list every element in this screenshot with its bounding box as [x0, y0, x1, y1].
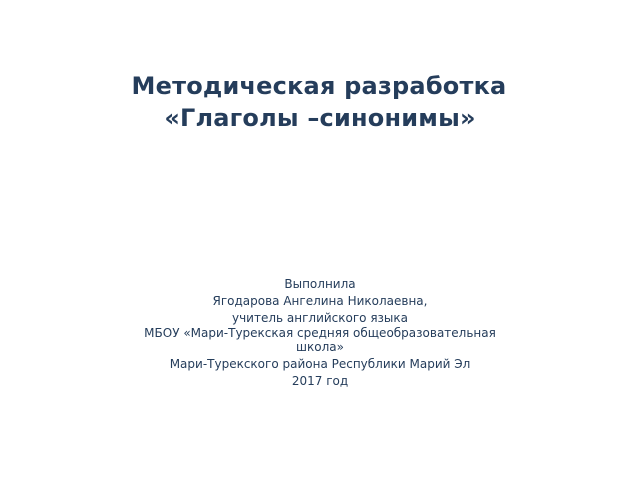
performed-by-label: Выполнила — [284, 277, 356, 291]
slide-title — [0, 70, 640, 134]
year: 2017 год — [291, 374, 349, 388]
school-name-line-2: школа» — [296, 340, 344, 354]
author-info — [80, 276, 560, 390]
title-line-1: Методическая разработка — [131, 72, 507, 100]
school-name-line-1: МБОУ «Мари-Турекская средняя общеобразовательная — [144, 326, 496, 340]
author-name: Ягодарова Ангелина Николаевна, — [212, 294, 428, 308]
author-position: учитель английского языка — [231, 311, 408, 325]
district-region: Мари-Турекского района Республики Марий Эл — [169, 357, 471, 371]
title-line-2: «Глаголы –синонимы» — [164, 104, 476, 132]
